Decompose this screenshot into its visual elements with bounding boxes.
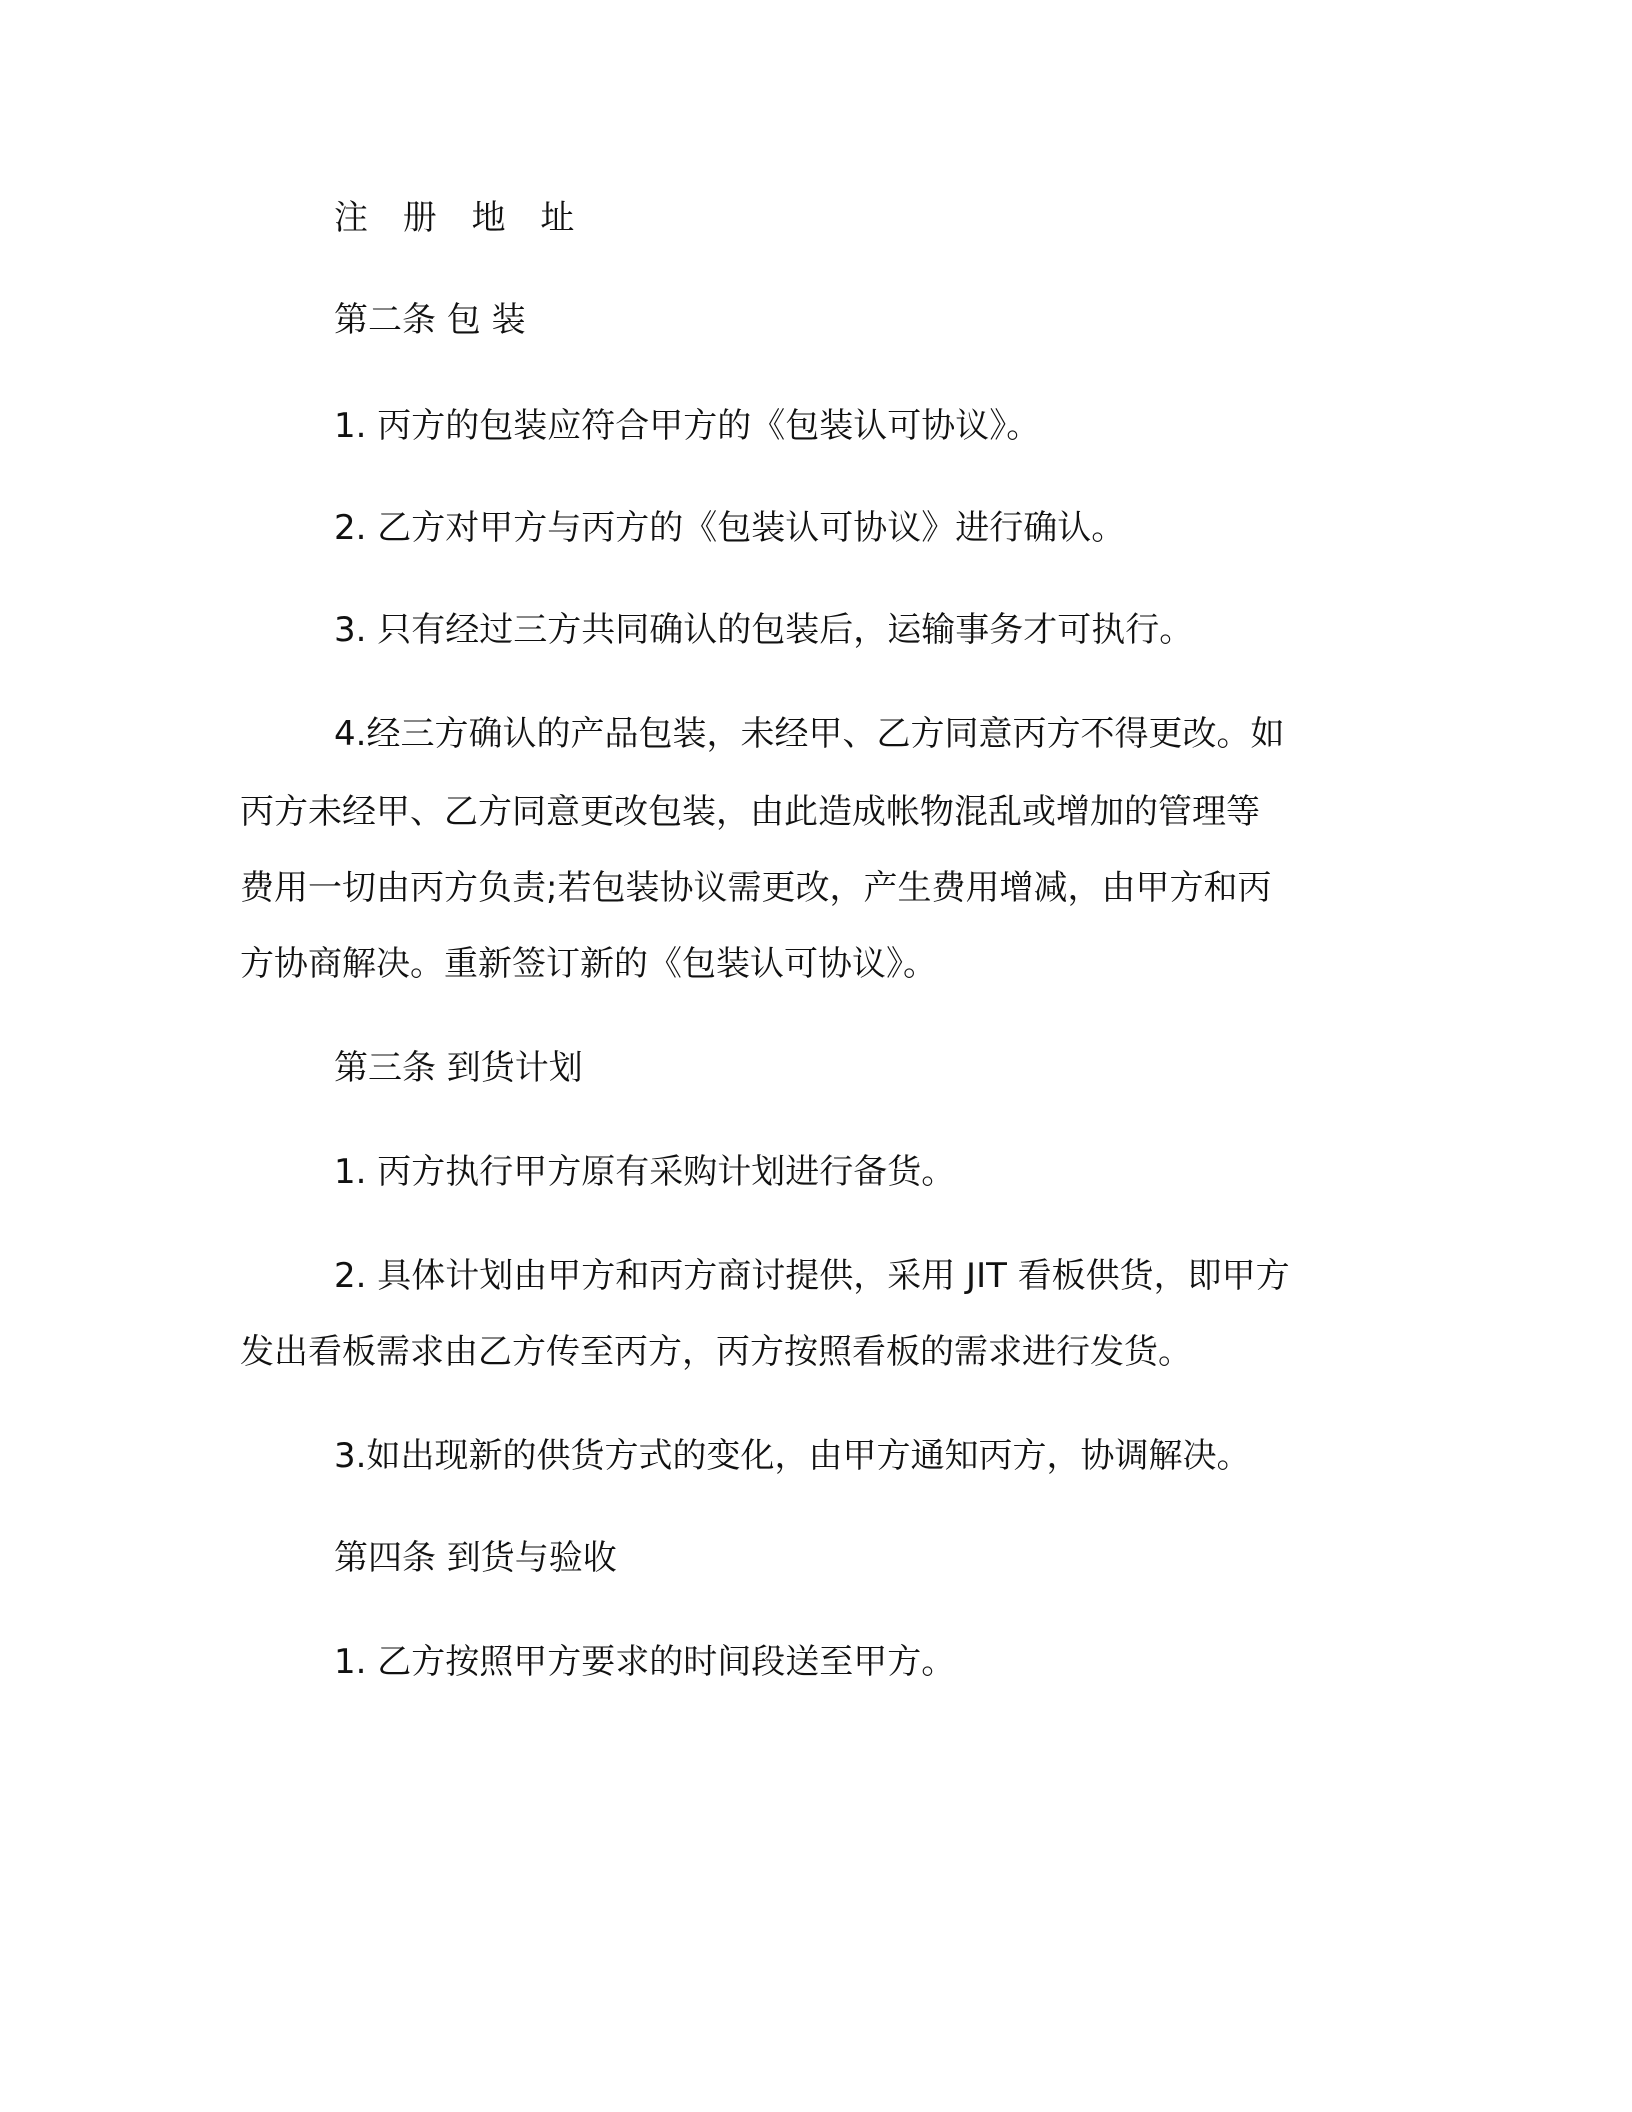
article-2-item-4-line-1: 4.经三方确认的产品包装，未经甲、乙方同意丙方不得更改。如: [334, 714, 1285, 754]
registered-address-label: 注 册 地 址: [334, 198, 587, 238]
article-2-item-4-line-3: 费用一切由丙方负责;若包装协议需更改，产生费用增减，由甲方和丙: [240, 868, 1272, 908]
article-2-item-4-line-4: 方协商解决。重新签订新的《包装认可协议》。: [240, 944, 937, 984]
article-3-item-2-line-1: 2. 具体计划由甲方和丙方商讨提供，采用 JIT 看板供货，即甲方: [334, 1256, 1290, 1296]
article-4-item-1: 1. 乙方按照甲方要求的时间段送至甲方。: [334, 1642, 956, 1682]
article-3-heading: 第三条 到货计划: [334, 1048, 583, 1088]
article-3-item-2-line-2: 发出看板需求由乙方传至丙方，丙方按照看板的需求进行发货。: [240, 1332, 1192, 1372]
article-4-heading: 第四条 到货与验收: [334, 1538, 617, 1578]
article-2-item-2: 2. 乙方对甲方与丙方的《包装认可协议》进行确认。: [334, 508, 1126, 548]
article-2-heading: 第二条 包 装: [334, 300, 526, 340]
article-3-item-3: 3.如出现新的供货方式的变化，由甲方通知丙方，协调解决。: [334, 1436, 1251, 1476]
article-2-item-1: 1. 丙方的包装应符合甲方的《包装认可协议》。: [334, 406, 1041, 446]
article-3-item-1: 1. 丙方执行甲方原有采购计划进行备货。: [334, 1152, 956, 1192]
article-2-item-4-line-2: 丙方未经甲、乙方同意更改包装，由此造成帐物混乱或增加的管理等: [240, 792, 1260, 832]
article-2-item-3: 3. 只有经过三方共同确认的包装后，运输事务才可执行。: [334, 610, 1194, 650]
